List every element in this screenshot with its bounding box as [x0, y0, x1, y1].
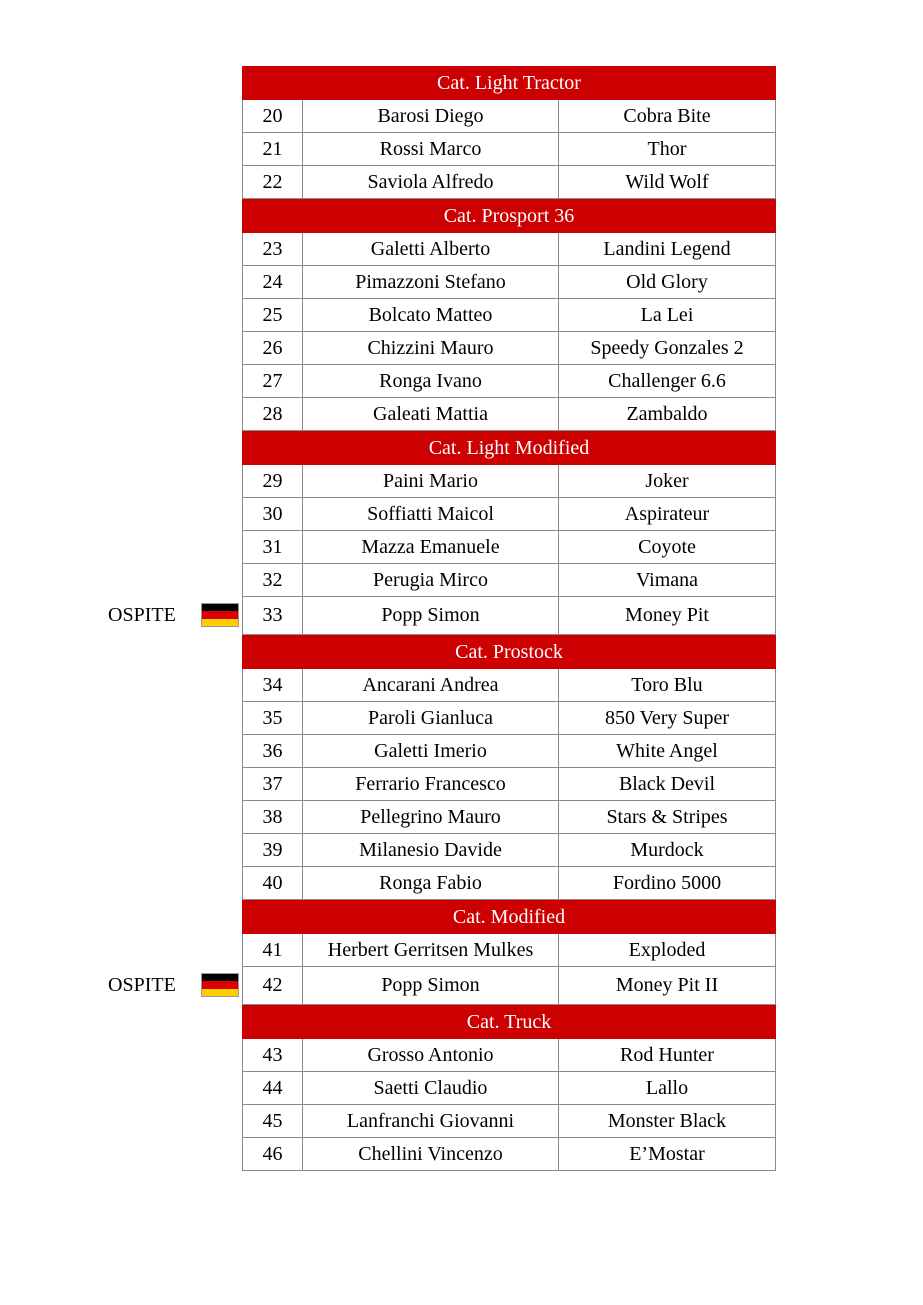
table-row	[242, 1105, 776, 1138]
entry-number: 20	[243, 100, 303, 132]
entry-number: 45	[243, 1105, 303, 1137]
driver-name: Popp Simon	[303, 597, 559, 634]
table-row	[242, 669, 776, 702]
vehicle-name: Vimana	[635, 568, 699, 591]
vehicle-name: Rod Hunter	[620, 1043, 714, 1066]
entry-number: 32	[243, 564, 303, 596]
driver-name: Ronga Ivano	[303, 365, 559, 397]
table-row	[242, 365, 776, 398]
driver-name: Pellegrino Mauro	[303, 801, 559, 833]
table-row	[242, 564, 776, 597]
vehicle-name: Money Pit II	[615, 974, 719, 996]
table-row	[242, 934, 776, 967]
entry-number: 39	[243, 834, 303, 866]
driver-name: Saviola Alfredo	[303, 166, 559, 198]
category-header: Cat. Prostock	[242, 635, 776, 669]
table-row	[242, 233, 776, 266]
entry-number: 42	[243, 967, 303, 1004]
table-row	[242, 531, 776, 564]
category-header: Cat. Light Modified	[242, 431, 776, 465]
vehicle-name: Cobra Bite	[623, 104, 711, 127]
driver-name: Bolcato Matteo	[303, 299, 559, 331]
entry-number: 22	[243, 166, 303, 198]
table-row	[242, 465, 776, 498]
driver-name: Galeati Mattia	[303, 398, 559, 430]
table-row	[242, 1039, 776, 1072]
category-header: Cat. Truck	[242, 1005, 776, 1039]
guest-label: OSPITE	[108, 604, 176, 626]
vehicle-name: Coyote	[638, 535, 696, 558]
vehicle-name: Stars & Stripes	[606, 805, 728, 828]
driver-name: Saetti Claudio	[303, 1072, 559, 1104]
table-row	[242, 100, 776, 133]
entry-number: 43	[243, 1039, 303, 1071]
driver-name: Herbert Gerritsen Mulkes	[303, 934, 559, 966]
vehicle-name: Black Devil	[618, 772, 716, 795]
entry-number: 29	[243, 465, 303, 497]
entry-number: 31	[243, 531, 303, 563]
vehicle-name: Landini Legend	[603, 237, 731, 260]
vehicle-name: Exploded	[628, 938, 706, 961]
entry-number: 25	[243, 299, 303, 331]
driver-name: Milanesio Davide	[303, 834, 559, 866]
driver-name: Perugia Mirco	[303, 564, 559, 596]
vehicle-name: Aspirateur	[624, 502, 710, 525]
table-row	[242, 266, 776, 299]
entry-number: 24	[243, 266, 303, 298]
table-row	[242, 735, 776, 768]
driver-name: Rossi Marco	[303, 133, 559, 165]
driver-name: Pimazzoni Stefano	[303, 266, 559, 298]
vehicle-name: E’Mostar	[629, 1142, 705, 1165]
vehicle-name: Monster Black	[607, 1109, 727, 1132]
driver-name: Chizzini Mauro	[303, 332, 559, 364]
category-header: Cat. Modified	[242, 900, 776, 934]
table-row	[242, 1072, 776, 1105]
driver-name: Lanfranchi Giovanni	[303, 1105, 559, 1137]
table-row	[242, 332, 776, 365]
vehicle-name: 850 Very Super	[604, 706, 730, 729]
table-row	[242, 166, 776, 199]
vehicle-name: Joker	[645, 469, 689, 492]
entry-number: 37	[243, 768, 303, 800]
entry-number: 38	[243, 801, 303, 833]
category-header: Cat. Prosport 36	[242, 199, 776, 233]
entry-number: 33	[243, 597, 303, 634]
entry-number: 23	[243, 233, 303, 265]
driver-name: Ronga Fabio	[303, 867, 559, 899]
entry-number: 26	[243, 332, 303, 364]
category-header: Cat. Light Tractor	[242, 66, 776, 100]
table-row	[242, 867, 776, 900]
vehicle-name: Old Glory	[626, 270, 708, 293]
table-row	[242, 597, 776, 635]
driver-name: Paroli Gianluca	[303, 702, 559, 734]
driver-name: Mazza Emanuele	[303, 531, 559, 563]
driver-name: Galetti Imerio	[303, 735, 559, 767]
table-row	[242, 801, 776, 834]
entry-number: 35	[243, 702, 303, 734]
driver-name: Paini Mario	[303, 465, 559, 497]
vehicle-name: Zambaldo	[626, 402, 708, 425]
entry-number: 21	[243, 133, 303, 165]
vehicle-name: La Lei	[640, 303, 694, 326]
entry-number: 40	[243, 867, 303, 899]
driver-name: Chellini Vincenzo	[303, 1138, 559, 1170]
table-row	[242, 498, 776, 531]
table-row	[242, 1138, 776, 1171]
germany-flag-icon	[201, 973, 239, 997]
entry-number: 46	[243, 1138, 303, 1170]
entry-number: 28	[243, 398, 303, 430]
vehicle-name: Fordino 5000	[612, 871, 722, 894]
table-row	[242, 834, 776, 867]
guest-label: OSPITE	[108, 974, 176, 996]
germany-flag-icon	[201, 603, 239, 627]
entry-number: 41	[243, 934, 303, 966]
entry-number: 30	[243, 498, 303, 530]
vehicle-name: Murdock	[630, 838, 704, 861]
table-row	[242, 702, 776, 735]
entry-number: 34	[243, 669, 303, 701]
table-row	[242, 299, 776, 332]
table-row	[242, 967, 776, 1005]
driver-name: Grosso Antonio	[303, 1039, 559, 1071]
table-row	[242, 133, 776, 166]
driver-name: Ferrario Francesco	[303, 768, 559, 800]
driver-name: Popp Simon	[303, 967, 559, 1004]
driver-name: Barosi Diego	[303, 100, 559, 132]
driver-name: Ancarani Andrea	[303, 669, 559, 701]
vehicle-name: Thor	[647, 137, 687, 160]
entry-number: 36	[243, 735, 303, 767]
entry-number: 44	[243, 1072, 303, 1104]
entry-list-table	[242, 66, 776, 1171]
vehicle-name: Wild Wolf	[625, 170, 709, 193]
vehicle-name: White Angel	[616, 739, 718, 762]
table-row	[242, 768, 776, 801]
vehicle-name: Money Pit	[625, 604, 709, 626]
table-row	[242, 398, 776, 431]
driver-name: Soffiatti Maicol	[303, 498, 559, 530]
vehicle-name: Speedy Gonzales 2	[590, 336, 744, 359]
entry-number: 27	[243, 365, 303, 397]
vehicle-name: Challenger 6.6	[608, 369, 726, 392]
vehicle-name: Toro Blu	[631, 673, 703, 696]
driver-name: Galetti Alberto	[303, 233, 559, 265]
vehicle-name: Lallo	[645, 1076, 689, 1099]
